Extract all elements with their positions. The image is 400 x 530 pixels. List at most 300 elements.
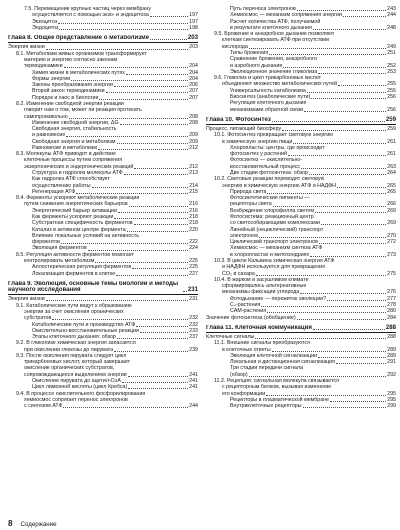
toc-entry-title: Окисление пирувата до ацетил-CoA [32, 378, 121, 385]
toc-entry-title: Две стадии фотосинтеза: обзор [230, 170, 308, 177]
toc-page-number: 208 [189, 113, 198, 120]
toc-page-number: 222 [189, 239, 198, 246]
dot-leader [315, 212, 386, 213]
toc-page-number: 253 [387, 68, 396, 75]
toc-page-number: 208 [189, 119, 198, 126]
dot-leader [255, 338, 386, 339]
toc-page-number: 289 [387, 352, 396, 359]
dot-leader [127, 231, 188, 232]
dot-leader [59, 29, 188, 30]
dot-leader [134, 224, 189, 225]
toc-entry-title: Внутриклеточные рецепторы [230, 403, 302, 410]
dot-leader [64, 67, 189, 68]
toc-page [8, 6, 396, 514]
toc-page-number: 284 [387, 314, 396, 321]
toc-entry-title: объединяют множество метаболических путей [222, 81, 337, 88]
toc-entry-title: в клеточные ответы [222, 346, 271, 353]
toc-entry-title: клеточные процессы путем сопряжения [24, 157, 123, 164]
toc-entry-title: 8.1. Метаболизм живых организмов трансформирует [16, 50, 147, 57]
dot-leader [304, 111, 386, 112]
running-title: Содержание [20, 521, 57, 528]
toc-entry-title: Универсальность катаболизма [230, 87, 306, 94]
dot-leader [95, 262, 188, 263]
toc-entry-title: Этапы клеточного дыхания: обзор [32, 334, 116, 341]
dot-leader [338, 85, 386, 86]
dot-leader [261, 306, 386, 307]
dot-leader [309, 174, 386, 175]
dot-leader [118, 212, 188, 213]
toc-page-number: 241 [189, 371, 198, 378]
toc-page-number: 249 [387, 43, 396, 50]
toc-page-number: 204 [189, 75, 198, 82]
dot-leader [256, 275, 386, 276]
dot-leader [106, 92, 189, 93]
toc-page-number: 241 [189, 378, 198, 385]
toc-page-number: 288 [385, 323, 396, 331]
toc-page-number: 207 [189, 88, 198, 95]
dot-leader [124, 174, 188, 175]
page-footer [8, 519, 57, 528]
toc-page-number: 252 [387, 62, 396, 69]
toc-entry-title: Свободная энергия и метаболизм [32, 138, 116, 145]
dot-leader [46, 300, 188, 301]
toc-page-number: 216 [189, 201, 198, 208]
toc-page-number: 265 [387, 188, 396, 195]
toc-entry-title: 9.5. Брожение и анаэробное дыхание позволяют [214, 31, 335, 38]
toc-entry [8, 403, 198, 409]
dot-leader [272, 121, 385, 122]
toc-entry-title: Второй закон термодинамики [32, 88, 105, 95]
dot-leader [69, 118, 189, 119]
toc-entry-title: Изменение свободной энергии, ΔG [32, 119, 119, 126]
toc-chapter-heading [8, 281, 198, 296]
toc-page-number: 256 [387, 93, 396, 100]
toc-entry-title: механизмами обратной связи [230, 106, 304, 113]
dot-leader [259, 237, 386, 238]
dot-leader [313, 329, 385, 330]
toc-page-number: 212 [189, 144, 198, 151]
toc-entry [8, 25, 198, 31]
toc-page-number: 255 [387, 87, 396, 94]
toc-entry-title: Катализ в активном центре фермента [32, 226, 126, 233]
dot-leader [136, 326, 188, 327]
toc-page-number: 243 [387, 6, 396, 12]
toc-page-number: 278 [387, 301, 396, 308]
toc-chapter-heading [206, 325, 396, 333]
toc-entry-title: трикарбоновых кислот, который завершает [24, 359, 131, 366]
toc-entry-title: Субстратная специфичность ферментов [32, 220, 133, 227]
toc-entry-title: в результате клеточного дыхания [230, 24, 312, 31]
toc-entry-title: с рецепторным белком, вызывая изменение [222, 384, 332, 391]
toc-entry-title: Сравнение брожения, анаэробного [230, 56, 317, 63]
toc-entry-title: Энергия жизни [8, 44, 45, 51]
dot-leader [98, 149, 188, 150]
toc-page-number: 291 [387, 359, 396, 366]
toc-entry-title: его конформации [222, 390, 266, 397]
toc-entry-title: Циклический транспорт электронов [230, 239, 318, 246]
toc-entry-title: Возбуждение хлорофилла светом [230, 207, 314, 214]
dot-leader [266, 395, 386, 396]
toc-entry-title: Эволюция клеточной сигнализации [230, 352, 318, 359]
toc-entry [206, 315, 396, 321]
dot-leader [88, 250, 188, 251]
toc-entry-title: 11.1. Внешние сигналы преобразуются [214, 340, 310, 347]
toc-page-number: 209 [189, 132, 198, 139]
toc-page-number: 220 [189, 226, 198, 233]
toc-page-number: 255 [387, 81, 396, 88]
dot-leader [310, 256, 386, 257]
toc-entry-title: контролировать метаболизм [24, 257, 95, 264]
toc-entry [206, 107, 396, 113]
toc-entry-title: Фотосинтетические пигменты — [230, 195, 310, 202]
dot-leader [134, 168, 188, 169]
dot-leader [46, 49, 188, 50]
toc-page-number: 276 [387, 289, 396, 296]
dot-leader [66, 136, 188, 137]
toc-entry-title: Окислительно-восстановительные реакции [32, 327, 139, 334]
toc-entry-title: и НАДФН используется для превращения [222, 264, 325, 271]
toc-page-number: 295 [387, 390, 396, 397]
toc-entry-title: 9.4. В процессе окислительного фосфорилирования [16, 390, 146, 397]
toc-entry-title: 10.1. Фотосинтез превращает световую энергию [214, 132, 334, 139]
toc-page-number: 213 [189, 170, 198, 177]
toc-entry [206, 403, 396, 409]
page-number: 8 [8, 519, 13, 528]
dot-leader [150, 39, 187, 40]
dot-leader [283, 67, 386, 68]
toc-page-number: 231 [187, 286, 198, 294]
toc-entry-title: говорит нам о том, может ли реакция протекать [24, 107, 142, 114]
toc-entry-title: осуществлению работы [32, 182, 91, 189]
toc-page-number: 214 [189, 182, 198, 189]
dot-leader [140, 332, 188, 333]
toc-page-number: 207 [189, 94, 198, 101]
dot-leader [272, 351, 387, 352]
dot-leader [99, 99, 188, 100]
toc-left-column [8, 6, 198, 409]
toc-entry-title: окисление органических субстратов, [24, 365, 115, 372]
toc-page-number: 224 [189, 245, 198, 252]
toc-entry-title: CAM-растения [230, 308, 267, 315]
toc-entry-title: Клеточные сигналы [206, 334, 255, 341]
toc-entry-title: Структура и гидролиз молекулы АТФ [32, 170, 123, 177]
toc-entry-title: Эволюция ферментов [32, 245, 87, 252]
toc-page-number: 239 [189, 346, 198, 353]
toc-page-number: 292 [387, 371, 396, 378]
toc-page-number: 197 [189, 12, 198, 19]
toc-entry [8, 271, 198, 277]
toc-entry-title: C₄-растения [230, 301, 261, 308]
toc-entry-title: Фотодыхание — пережиток эволюции? [230, 295, 327, 302]
toc-page-number: 203 [189, 44, 198, 51]
toc-entry-title: клеткам синтезировать АТФ при отсутствии [222, 37, 329, 44]
toc-entry-title: Глава 8. Общее представление о метаболизме [8, 35, 150, 42]
dot-leader [122, 382, 188, 383]
toc-page-number: 198 [189, 24, 198, 31]
toc-entry-title: Путь переноса электронов [230, 6, 296, 12]
toc-page-number: 206 [189, 82, 198, 89]
dot-leader [343, 16, 386, 17]
toc-entry-title: 9.2. В гликолизе химическая энергия запасается [16, 340, 136, 347]
toc-entry-title: 8.5. Регуляция активности ферментов помогает [16, 251, 134, 258]
toc-entry-title: термодинамики [24, 63, 63, 70]
toc-entry-title: Формы энергии [32, 75, 71, 82]
toc-entry-title: механизмы фиксации углерода [222, 289, 300, 296]
toc-entry-title: материю и энергию согласно законам [24, 56, 118, 63]
toc-entry-title: Природа света [230, 188, 267, 195]
toc-entry-title: 8.4. Ферменты ускоряют метаболические реакции [16, 195, 140, 202]
toc-page-number: 299 [387, 403, 396, 410]
toc-page-number: 277 [387, 295, 396, 302]
dot-leader [63, 407, 188, 408]
toc-entry-title: Хемиосмос — механизм синтеза АТФ [230, 245, 323, 252]
toc-page-number: 261 [387, 151, 396, 158]
toc-entry-title: экзергонических и эндергонических реакций [24, 163, 134, 170]
toc-page-number: 269 [387, 207, 396, 214]
toc-page-number: 270 [387, 232, 396, 239]
dot-leader [183, 291, 187, 292]
toc-entry-title: Химия жизни в метаболических путях [32, 69, 125, 76]
dot-leader [337, 187, 386, 188]
dot-leader [116, 275, 188, 276]
toc-entry-title: со светособирающими комплексами [230, 220, 320, 227]
toc-page-number: 266 [387, 201, 396, 208]
toc-entry-title: Влияние локальных условий на активность [32, 232, 140, 239]
toc-page-number: 232 [189, 321, 198, 328]
dot-leader [117, 143, 189, 144]
toc-entry-title: Биосинтез (анаболические пути) [230, 93, 311, 100]
dot-leader [126, 74, 188, 75]
toc-entry-title: рецепторы света [230, 201, 272, 208]
toc-entry-title: в хлоропластах и митохондриях [230, 251, 310, 258]
toc-entry-title: 7.5. Перемещение крупных частиц через мембрану [24, 6, 151, 12]
toc-page-number: 256 [387, 106, 396, 113]
toc-entry-title: Аллостерическая регуляция ферментов [32, 264, 132, 271]
toc-page-number: 241 [189, 384, 198, 391]
toc-entry-title: Регенерация АТФ [32, 188, 76, 195]
toc-entry-title: Экзоцитоз [32, 18, 58, 25]
toc-page-number: 216 [189, 207, 198, 214]
toc-entry-title: Локализация ферментов в клетке [32, 270, 116, 277]
toc-entry-title: Цикл лимонной кислоты (цикл Кребса) [32, 384, 128, 391]
toc-page-number: 288 [387, 334, 396, 341]
dot-leader [303, 407, 387, 408]
toc-entry-title: Фотосистема: реакционный центр [230, 214, 314, 220]
dot-leader [129, 206, 189, 207]
toc-entry-title: Равновесие и метаболизм [32, 144, 97, 151]
toc-entry-title: осуществляется с помощью экзо- и эндоцитоза [32, 12, 149, 19]
toc-entry-title: Значение фотосинтеза (обобщение) [206, 314, 296, 321]
dot-leader [150, 16, 188, 17]
toc-entry-title: Катаболические пути и производство АТФ [32, 321, 136, 328]
toc-entry-title: и аэробного дыхания [230, 62, 283, 69]
toc-entry-title: Эволюционное значение гликолиза [230, 68, 318, 75]
dot-leader [327, 300, 386, 301]
toc-page-number: 248 [387, 24, 396, 31]
toc-entry-title: 10.2. Световые реакции переводят световую [214, 176, 325, 183]
toc-entry-title: 11.2. Рецепция: сигнальная молекула связывается [214, 378, 339, 385]
dot-leader [114, 351, 188, 352]
toc-entry-title: Хемиосмос — механизм сопряжения энергии [230, 12, 342, 19]
dot-leader [313, 29, 386, 30]
dot-leader [267, 312, 386, 313]
toc-entry-title: 8.2. Изменение свободной энергии реакции [16, 100, 124, 107]
toc-entry-title: в химическую энергию пищи [222, 138, 293, 145]
dot-leader [301, 168, 386, 169]
toc-page-number: 225 [189, 257, 198, 264]
toc-entry-title: Процесс, питающий биосферу [206, 126, 282, 133]
dot-leader [297, 10, 386, 11]
dot-leader [321, 224, 386, 225]
dot-leader [114, 218, 188, 219]
toc-entry-title: CO₂ в сахара [222, 270, 255, 277]
toc-page-number: 197 [189, 18, 198, 25]
dot-leader [120, 124, 189, 125]
dot-leader [307, 92, 386, 93]
toc-entry-title: 9.3. После окисления пирувата следует цикл [16, 352, 127, 359]
toc-page-number: 295 [387, 396, 396, 403]
dot-leader [71, 80, 188, 81]
toc-entry-title: при окислении глюкозы до пирувата [24, 346, 114, 353]
dot-leader [336, 363, 386, 364]
toc-entry-title: Энергия жизни [8, 296, 45, 303]
toc-page-number: 263 [387, 163, 396, 170]
toc-entry-title: Законы преобразования энергии [32, 82, 113, 89]
toc-chapter-heading [206, 117, 396, 125]
toc-entry-title: сопровождающееся выделением энергии [24, 371, 127, 378]
toc-page-number: 264 [387, 170, 396, 177]
toc-page-number: 227 [189, 270, 198, 277]
toc-entry-title: Эндоцитоз [32, 24, 59, 31]
toc-entry-title: путем снижения энергетических барьеров [24, 201, 128, 208]
toc-page-number: 269 [387, 220, 396, 227]
dot-leader [132, 268, 188, 269]
dot-leader [267, 193, 386, 194]
toc-entry-title: 10.4. В жарком и засушливом климате [214, 276, 309, 283]
toc-entry-title: Глава 9. Эволюция, основные темы биологии и методы научного исследования [8, 280, 179, 294]
toc-entry-title: Глава 11. Клеточная коммуникация [206, 324, 312, 331]
toc-entry-title: и равновесие [32, 132, 66, 139]
toc-page-number: 280 [387, 308, 396, 315]
dot-leader [58, 23, 188, 24]
toc-page-number: 244 [387, 12, 396, 19]
toc-entry-title: электронов [230, 232, 259, 239]
toc-page-number: 265 [387, 182, 396, 189]
toc-entry-title: сформировались альтернативные [222, 283, 307, 290]
toc-page-number: 218 [189, 220, 198, 227]
toc-page-number: 273 [387, 251, 396, 258]
toc-page-number: 237 [189, 334, 198, 341]
toc-entry-title: Как гидролиз АТФ способствует [32, 176, 110, 183]
dot-leader [330, 401, 386, 402]
toc-page-number: 203 [187, 34, 198, 42]
dot-leader [319, 243, 386, 244]
toc-entry-title: Локальная и дистанционная сигнализация [230, 359, 335, 366]
toc-page-number: 251 [387, 49, 396, 56]
toc-entry-title: 9.1. Катаболические пути ведут к образованию [16, 302, 132, 309]
toc-page-number: 204 [189, 63, 198, 70]
toc-entry-title: Свободная энергия, стабильность [32, 126, 117, 133]
dot-leader [117, 338, 188, 339]
toc-entry-title: Типы брожения [230, 49, 269, 56]
toc-page-number: 261 [387, 138, 396, 145]
toc-page-number: 231 [189, 296, 198, 303]
toc-page-number: 204 [189, 69, 198, 76]
dot-leader [128, 388, 188, 389]
toc-page-number: 209 [189, 138, 198, 145]
dot-leader [52, 319, 188, 320]
toc-entry-title: энергию в химическую энергию АТФ и НАДФН [222, 182, 336, 189]
toc-entry-title: Порядок и хаос в биологии [32, 94, 99, 101]
toc-entry-title: Три стадии передачи сигнала [230, 365, 303, 372]
toc-page-number: 215 [189, 188, 198, 195]
toc-entry-title: Глава 10. Фотосинтез [206, 116, 271, 123]
dot-leader [311, 98, 386, 99]
toc-entry-title: хемиосмос сопрягает перенос электронов [24, 396, 128, 403]
toc-entry-title: самопроизвольно [24, 113, 68, 120]
dot-leader [318, 73, 386, 74]
toc-entry-title: энергии за счет окисления органических [24, 308, 124, 315]
dot-leader [269, 54, 386, 55]
dot-leader [128, 376, 189, 377]
dot-leader [249, 376, 387, 377]
dot-leader [249, 48, 386, 49]
toc-entry-title: субстратов [24, 315, 52, 322]
dot-leader [297, 319, 387, 320]
dot-leader [282, 130, 386, 131]
toc-entry-title: с синтезом АТФ [24, 403, 63, 410]
toc-entry-title: Хлоропласты: центры, где происходит [230, 144, 325, 151]
toc-right-column [206, 6, 396, 409]
toc-entry-title: Энергетический барьер активации [32, 207, 117, 214]
toc-chapter-heading [8, 35, 198, 43]
toc-entry-title: Регуляция клеточного дыхания [230, 100, 307, 107]
toc-page-number: 218 [189, 214, 198, 220]
dot-leader [300, 293, 386, 294]
toc-page-number: 272 [387, 239, 396, 246]
toc-entry-title: Расчет количества АТФ, получаемой [230, 18, 321, 25]
toc-entry-title: фотосинтез у растений [230, 151, 287, 158]
toc-page-number: 259 [385, 115, 396, 123]
toc-entry-title: Рецепторы в плазматической мембране [230, 396, 330, 403]
toc-page-number: 232 [189, 315, 198, 322]
dot-leader [273, 206, 386, 207]
toc-page-number: 275 [387, 270, 396, 277]
dot-leader [318, 357, 386, 358]
dot-leader [92, 187, 189, 188]
dot-leader [61, 243, 188, 244]
toc-page-number: 289 [387, 346, 396, 353]
toc-entry-title: Линейный (нециклический) транспорт [230, 226, 324, 233]
toc-page-number: 244 [189, 403, 198, 410]
toc-page-number: 212 [189, 163, 198, 170]
dot-leader [114, 86, 188, 87]
toc-entry-title: 10.3. В цикле Кальвина химическая энергия АТФ [214, 257, 335, 264]
toc-entry-title: кислорода [222, 43, 248, 50]
dot-leader [288, 155, 386, 156]
toc-entry-title: 8.3. Молекулы АТФ приводят в действие [16, 151, 116, 158]
toc-entry-title: восстановительный процесс [230, 163, 301, 170]
toc-page-number: 259 [387, 126, 396, 133]
toc-entry-title: 9.6. Гликолиз и цикл трикарбоновых кислот [214, 75, 322, 82]
dot-leader [76, 193, 188, 194]
toc-entry-title: Фотосинтез — окислительно- [230, 157, 303, 164]
toc-entry-title: (обзор) [230, 371, 248, 378]
toc-page-number: 233 [189, 327, 198, 334]
dot-leader [293, 143, 386, 144]
toc-page-number: 225 [189, 264, 198, 271]
toc-entry-title: ферментов [32, 239, 60, 246]
